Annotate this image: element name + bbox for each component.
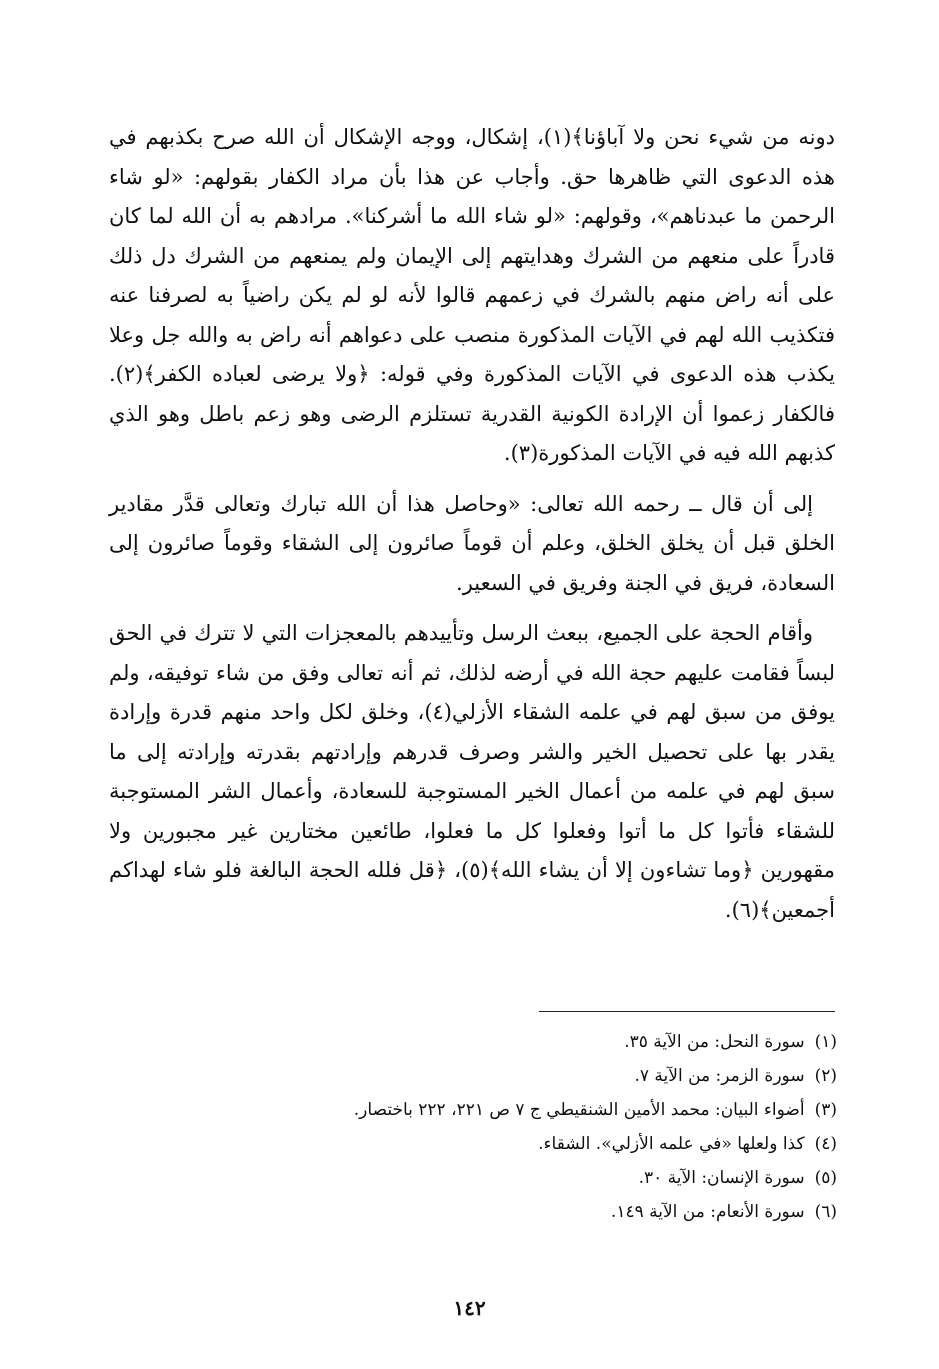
footnote-number: (٢) <box>814 1066 837 1086</box>
footnote-number: (٥) <box>814 1168 837 1188</box>
footnote-number: (٤) <box>814 1134 837 1154</box>
footnote-text: سورة الإنسان: الآية ٣٠. <box>638 1168 805 1188</box>
footnote-text: سورة الأنعام: من الآية ١٤٩. <box>610 1202 805 1222</box>
footnote-text: سورة الزمر: من الآية ٧. <box>634 1066 805 1086</box>
footnote-6 <box>137 1195 837 1229</box>
footnote-5 <box>137 1161 837 1195</box>
footnote-number: (٦) <box>814 1202 837 1222</box>
page-number: ١٤٢ <box>453 1296 486 1320</box>
footnote-3 <box>137 1093 837 1127</box>
footnote-4 <box>137 1127 837 1161</box>
footnote-number: (١) <box>814 1032 837 1052</box>
footnote-text: سورة النحل: من الآية ٣٥. <box>624 1032 805 1052</box>
main-text <box>109 118 835 930</box>
footnote-1 <box>137 1025 837 1059</box>
footnote-2 <box>137 1059 837 1093</box>
footnote-text: أضواء البيان: محمد الأمين الشنقيطي ج ٧ ص ٢٢١، ٢٢٢ باختصار. <box>353 1100 805 1120</box>
paragraph-2 <box>109 485 835 604</box>
paragraph-2-text: إلى أن قال ــ رحمه الله تعالى: «وحاصل هذا أن الله تبارك وتعالى قدَّر مقادير الخلق قبل أن يخلق الخلق، وعلم أن قوماً صائرون إلى الشقاء وقوماً صائرون إلى السعادة، فريق في الجنة وفريق في السعير. <box>109 491 835 595</box>
paragraph-1: دونه من شيء نحن ولا آباؤنا﴾(١)، إشكال، ووجه الإشكال أن الله صرح بكذبهم في هذه الدعوى التي ظاهرها حق. وأجاب عن هذا بأن مراد الكفار بقولهم: «لو شاء الرحمن ما عبدناهم»، وقولهم: «لو شاء الله ما أشركنا». مرادهم به أن الله لما كان قادراً على منعهم من الشرك وهدايتهم إلى الإيمان ولم يمنعهم من الشرك دل ذلك على أنه راض منهم بالشرك في زعمهم قالوا لأنه لو لم يكن راضياً به لصرفنا عنه فتكذيب الله لهم في الآيات المذكورة منصب على دعواهم أنه راض به والله جل وعلا يكذب هذه الدعوى في الآيات المذكورة وفي قوله: ﴿ولا يرضى لعباده الكفر﴾(٢). فالكفار زعموا أن الإرادة الكونية القدرية تستلزم الرضى وهو زعم باطل وهو الذي كذبهم الله فيه في الآيات المذكورة(٣). <box>109 125 835 465</box>
footnotes <box>137 1025 837 1229</box>
paragraph-3 <box>109 614 835 930</box>
footnote-number: (٣) <box>814 1100 837 1120</box>
footnote-separator <box>539 1011 835 1012</box>
footnote-text: كذا ولعلها «في علمه الأزلي». الشقاء. <box>538 1134 805 1154</box>
paragraph-3-text: وأقام الحجة على الجميع، ببعث الرسل وتأييدهم بالمعجزات التي لا تترك في الحق لبساً فقامت عليهم حجة الله في أرضه لذلك، ثم أنه تعالى وفق من شاء توفيقه، ولم يوفق من سبق لهم في علمه الشقاء الأزلي(٤)، وخلق لكل واحد منهم قدرة وإرادة يقدر بها على تحصيل الخير والشر وصرف قدرهم وإرادتهم بقدرته وإرادته إلى ما سبق لهم في علمه من أعمال الخير المستوجبة للسعادة، وأعمال الشر المستوجبة للشقاء فأتوا كل ما أتوا وفعلوا كل ما فعلوا، طائعين مختارين غير مجبورين ولا مقهورين ﴿وما تشاءون إلا أن يشاء الله﴾(٥)، ﴿قل فلله الحجة البالغة فلو شاء لهداكم أجمعين﴾(٦). <box>109 621 835 922</box>
